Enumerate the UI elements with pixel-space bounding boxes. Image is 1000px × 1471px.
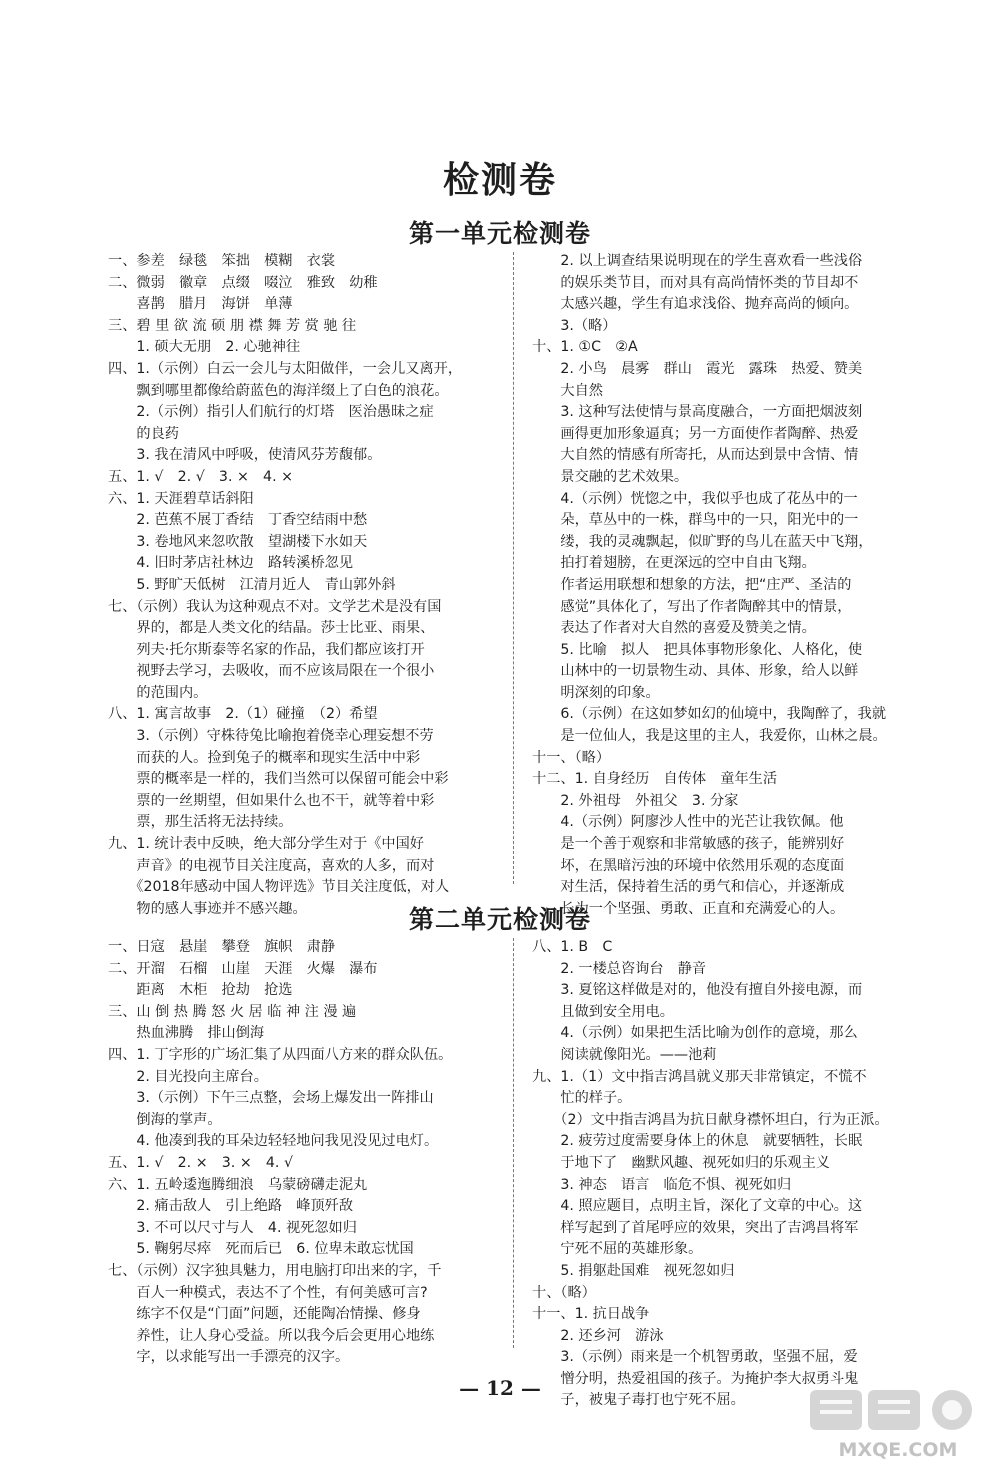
unit2-title: 第二单元检测卷 xyxy=(408,905,591,934)
answer-line: 一、参差 绿毯 笨拙 模糊 衣裳 xyxy=(108,253,336,269)
answer-line: 4. 照应题目，点明主旨，深化了文章的中心。这 xyxy=(532,1198,863,1215)
answer-line: 八、1. B C xyxy=(532,939,613,955)
answer-line: 十、（略） xyxy=(532,1284,596,1301)
unit1-left-column xyxy=(108,251,503,920)
answer-line: 是一个善于观察和非常敏感的孩子，能辨别好 xyxy=(532,836,845,853)
answer-line: 4.（示例）阿廖沙人性中的光芒让我钦佩。他 xyxy=(532,814,844,831)
answer-line: 是一位仙人，我是这里的主人，我爱你，山林之晨。 xyxy=(532,728,887,745)
column-divider xyxy=(513,938,514,1348)
answer-line: 距离 木柜 抢劫 抢选 xyxy=(108,982,293,999)
answer-line: 2. 还乡河 游泳 xyxy=(532,1327,664,1344)
answer-line: 十一、（略） xyxy=(532,749,611,766)
answer-line: 2. 芭蕉不展丁香结 丁香空结雨中愁 xyxy=(108,512,368,529)
answer-line: 3. 我在清风中呼吸，使清风芬芳馥郁。 xyxy=(108,447,382,464)
answer-line: 4. 他凑到我的耳朵边轻轻地问我见没见过电灯。 xyxy=(108,1133,439,1150)
answer-line: 二、微弱 徽章 点缀 啜泣 雅致 幼稚 xyxy=(108,274,378,291)
answer-line: 的范围内。 xyxy=(108,684,208,701)
answer-line: 百人一种模式，表达不了个性，有何美感可言? xyxy=(108,1284,428,1301)
answer-line: 3. 神态 语言 临危不惧、视死如归 xyxy=(532,1176,792,1193)
page-title: 检测卷 xyxy=(442,159,557,201)
answer-line: 界的，都是人类文化的结晶。莎士比亚、雨果、 xyxy=(108,620,435,637)
answer-line: 4. 旧时茅店社林边 路转溪桥忽见 xyxy=(108,555,354,572)
answer-line: 3. 夏铭这样做是对的，他没有擅自外接电源，而 xyxy=(532,982,863,999)
answer-line: 的娱乐类节目，而对具有高尚情怀类的节目却不 xyxy=(532,274,859,291)
answer-line: 2. 以上调查结果说明现在的学生喜欢看一些浅俗 xyxy=(532,253,863,269)
answer-line: 一、日寇 悬崖 攀登 旗帜 肃静 xyxy=(108,939,336,955)
answer-line: 作者运用联想和想象的方法，把“庄严、圣洁的 xyxy=(532,576,852,593)
answer-line: 练字不仅是“门面”问题，还能陶冶情操、修身 xyxy=(108,1306,421,1323)
answer-line: 票，那生活将无法持续。 xyxy=(108,814,293,831)
answer-line: 4.（示例）恍惚之中，我似乎也成了花丛中的一 xyxy=(532,490,858,507)
answer-line: 四、1.（示例）白云一会儿与太阳做伴，一会儿又离开， xyxy=(108,360,463,377)
answer-line: 缕，我的灵魂飘起，似旷野的鸟儿在蓝天中飞翔， xyxy=(532,533,873,550)
answer-line: 列夫·托尔斯泰等名家的作品，我们都应该打开 xyxy=(108,641,425,658)
answer-line: 飘到哪里都像给蔚蓝色的海洋缀上了白色的浪花。 xyxy=(108,382,449,399)
answer-line: 物的感人事迹并不感兴趣。 xyxy=(108,900,307,917)
answer-line: 票的一丝期望，但如果什么也不干，就等着中彩 xyxy=(108,792,435,809)
answer-line: 山林中的一切景物生动、具体、形象，给人以鲜 xyxy=(532,663,859,680)
answer-line: 4.（示例）如果把生活比喻为创作的意境，那么 xyxy=(532,1025,858,1042)
answer-line: 憎分明，热爱祖国的孩子。为掩护李大叔勇斗鬼 xyxy=(532,1370,859,1387)
answer-line: 画得更加形象逼真；另一方面使作者陶醉、热爱 xyxy=(532,425,859,442)
answer-line: 字，以求能写出一手漂亮的汉字。 xyxy=(108,1349,350,1366)
answer-line: 六、1. 天涯碧草话斜阳 xyxy=(108,490,254,507)
answer-line: 3. 不可以尺寸与人 4. 视死忽如归 xyxy=(108,1219,357,1236)
unit1-right-column xyxy=(532,251,922,920)
answer-line: 5. 鞠躬尽瘁 死而后已 6. 位卑未敢忘忧国 xyxy=(108,1241,414,1258)
answer-line: 而获的人。捡到兔子的概率和现实生活中中彩 xyxy=(108,749,421,766)
answer-line: （2）文中指吉鸿昌为抗日献身襟怀坦白，行为正派。 xyxy=(532,1111,889,1128)
answer-line: 拍打着翅膀，在更深远的空中自由飞翔。 xyxy=(532,555,816,572)
answer-line: 八、1. 寓言故事 2.（1）碰撞 （2）希望 xyxy=(108,706,378,723)
answer-line: 太感兴趣，学生有追求浅俗、抛弃高尚的倾向。 xyxy=(532,296,859,313)
answer-line: 视野去学习，去吸收，而不应该局限在一个很小 xyxy=(108,663,435,680)
answer-line: 宁死不屈的英雄形象。 xyxy=(532,1241,703,1258)
answer-line: 坏，在黑暗污浊的环境中依然用乐观的态度面 xyxy=(532,857,845,874)
answer-line: 3.（示例）下午三点整，会场上爆发出一阵排山 xyxy=(108,1090,434,1107)
column-divider xyxy=(513,252,514,884)
answer-line: 三、山 倒 热 腾 怒 火 居 临 神 注 漫 遍 xyxy=(108,1003,357,1020)
answer-line: 二、开溜 石榴 山崖 天涯 火爆 瀑布 xyxy=(108,960,378,977)
answer-line: 景交融的艺术效果。 xyxy=(532,468,689,485)
answer-line: 长为一个坚强、勇敢、正直和充满爱心的人。 xyxy=(532,900,845,917)
page-number: — 12 — xyxy=(459,1376,541,1400)
answer-line: 于地下了 幽默风趣、视死如归的乐观主义 xyxy=(532,1154,830,1171)
answer-line: 2. 疲劳过度需要身体上的休息 就要牺牲，长眠 xyxy=(532,1133,863,1150)
answer-line: 的良药 xyxy=(108,425,179,442)
answer-line: 朵，草丛中的一株，群鸟中的一只，阳光中的一 xyxy=(532,512,859,529)
answer-line: 《2018年感动中国人物评选》节目关注度低，对人 xyxy=(108,879,450,896)
answer-line: 五、1. √ 2. × 3. × 4. √ xyxy=(108,1154,293,1171)
answer-line: 阅读就像阳光。——池莉 xyxy=(532,1046,717,1063)
answer-line: 大自然 xyxy=(532,382,603,399)
answer-line: 四、1. 丁字形的广场汇集了从四面八方来的群众队伍。 xyxy=(108,1046,453,1063)
answer-line: 七、（示例）汉字独具魅力，用电脑打印出来的字，千 xyxy=(108,1262,442,1279)
unit2-left-column xyxy=(108,937,503,1369)
answer-line: 倒海的掌声。 xyxy=(108,1111,222,1128)
answer-line: 感觉”具体化了，写出了作者陶醉其中的情景， xyxy=(532,598,852,615)
answer-line: 十、1. ①C ②A xyxy=(532,339,638,356)
answer-line: 样写起到了首尾呼应的效果，突出了吉鸿昌将军 xyxy=(532,1219,859,1236)
answer-line: 喜鹊 腊月 海饼 单薄 xyxy=(108,296,293,313)
answer-line: 3.（示例）守株待兔比喻抱着侥幸心理妄想不劳 xyxy=(108,728,434,745)
answer-line: 3.（示例）雨来是一个机智勇敢，坚强不屈，爱 xyxy=(532,1349,858,1366)
answer-line: 六、1. 五岭逶迤腾细浪 乌蒙磅礴走泥丸 xyxy=(108,1176,368,1193)
answer-line: 票的概率是一样的，我们当然可以保留可能会中彩 xyxy=(108,771,449,788)
answer-line: 表达了作者对大自然的喜爱及赞美之情。 xyxy=(532,620,816,637)
answer-line: 大自然的情感有所寄托，从而达到景中含情、情 xyxy=(532,447,859,464)
answer-line: 且做到安全用电。 xyxy=(532,1003,674,1020)
answer-line: 3. 卷地风来忽吹散 望湖楼下水如天 xyxy=(108,533,368,550)
answer-line: 2. 小鸟 晨雾 群山 霞光 露珠 热爱、赞美 xyxy=(532,360,863,377)
answer-line: 明深刻的印象。 xyxy=(532,684,660,701)
answer-line: 五、1. √ 2. √ 3. × 4. × xyxy=(108,468,293,485)
answer-line: 2. 痛击敌人 引上绝路 峰顶歼敌 xyxy=(108,1198,354,1215)
answer-line: 5. 野旷天低树 江清月近人 青山郭外斜 xyxy=(108,576,396,593)
answer-line: 七、（示例）我认为这种观点不对。文学艺术是没有国 xyxy=(108,598,442,615)
answer-line: 九、1.（1）文中指吉鸿昌就义那天非常镇定，不慌不 xyxy=(532,1068,867,1085)
answer-line: 对生活，保持着生活的勇气和信心，并逐渐成 xyxy=(532,879,845,896)
answer-line: 1. 硕大无朋 2. 心驰神往 xyxy=(108,339,301,356)
answer-line: 声音》的电视节目关注度高，喜欢的人多，而对 xyxy=(108,857,435,874)
answer-line: 2.（示例）指引人们航行的灯塔 医治愚昧之症 xyxy=(108,404,434,421)
answer-line: 5. 比喻 拟人 把具体事物形象化、人格化，使 xyxy=(532,641,863,658)
answer-line: 九、1. 统计表中反映，绝大部分学生对于《中国好 xyxy=(108,836,424,853)
answer-line: 2. 目光投向主席台。 xyxy=(108,1068,268,1085)
answer-line: 3. 这种写法使情与景高度融合，一方面把烟波刻 xyxy=(532,404,863,421)
answer-line: 热血沸腾 排山倒海 xyxy=(108,1025,265,1042)
answer-line: 2. 一楼总咨询台 静音 xyxy=(532,960,707,977)
unit1-title: 第一单元检测卷 xyxy=(408,219,591,248)
answer-line: 5. 捐躯赴国难 视死忽如归 xyxy=(532,1262,735,1279)
answer-line: 2. 外祖母 外祖父 3. 分家 xyxy=(532,792,739,809)
answer-line: 忙的样子。 xyxy=(532,1090,632,1107)
watermark-logo xyxy=(808,1388,988,1463)
answer-line: 子，被鬼子毒打也宁死不屈。 xyxy=(532,1392,745,1409)
answer-line: 6.（示例）在这如梦如幻的仙境中，我陶醉了，我就 xyxy=(532,706,887,723)
unit2-right-column xyxy=(532,937,922,1412)
answer-line: 十二、1. 自身经历 自传体 童年生活 xyxy=(532,771,778,788)
answer-line: 3.（略） xyxy=(532,317,617,334)
answer-line: 三、碧 里 欲 流 硕 朋 襟 舞 芳 赏 驰 往 xyxy=(108,317,357,334)
answer-line: 养性，让人身心受益。所以我今后会更用心地练 xyxy=(108,1327,435,1344)
answer-line: 十一、1. 抗日战争 xyxy=(532,1306,650,1323)
watermark-url: MXQE.COM xyxy=(838,1439,958,1461)
